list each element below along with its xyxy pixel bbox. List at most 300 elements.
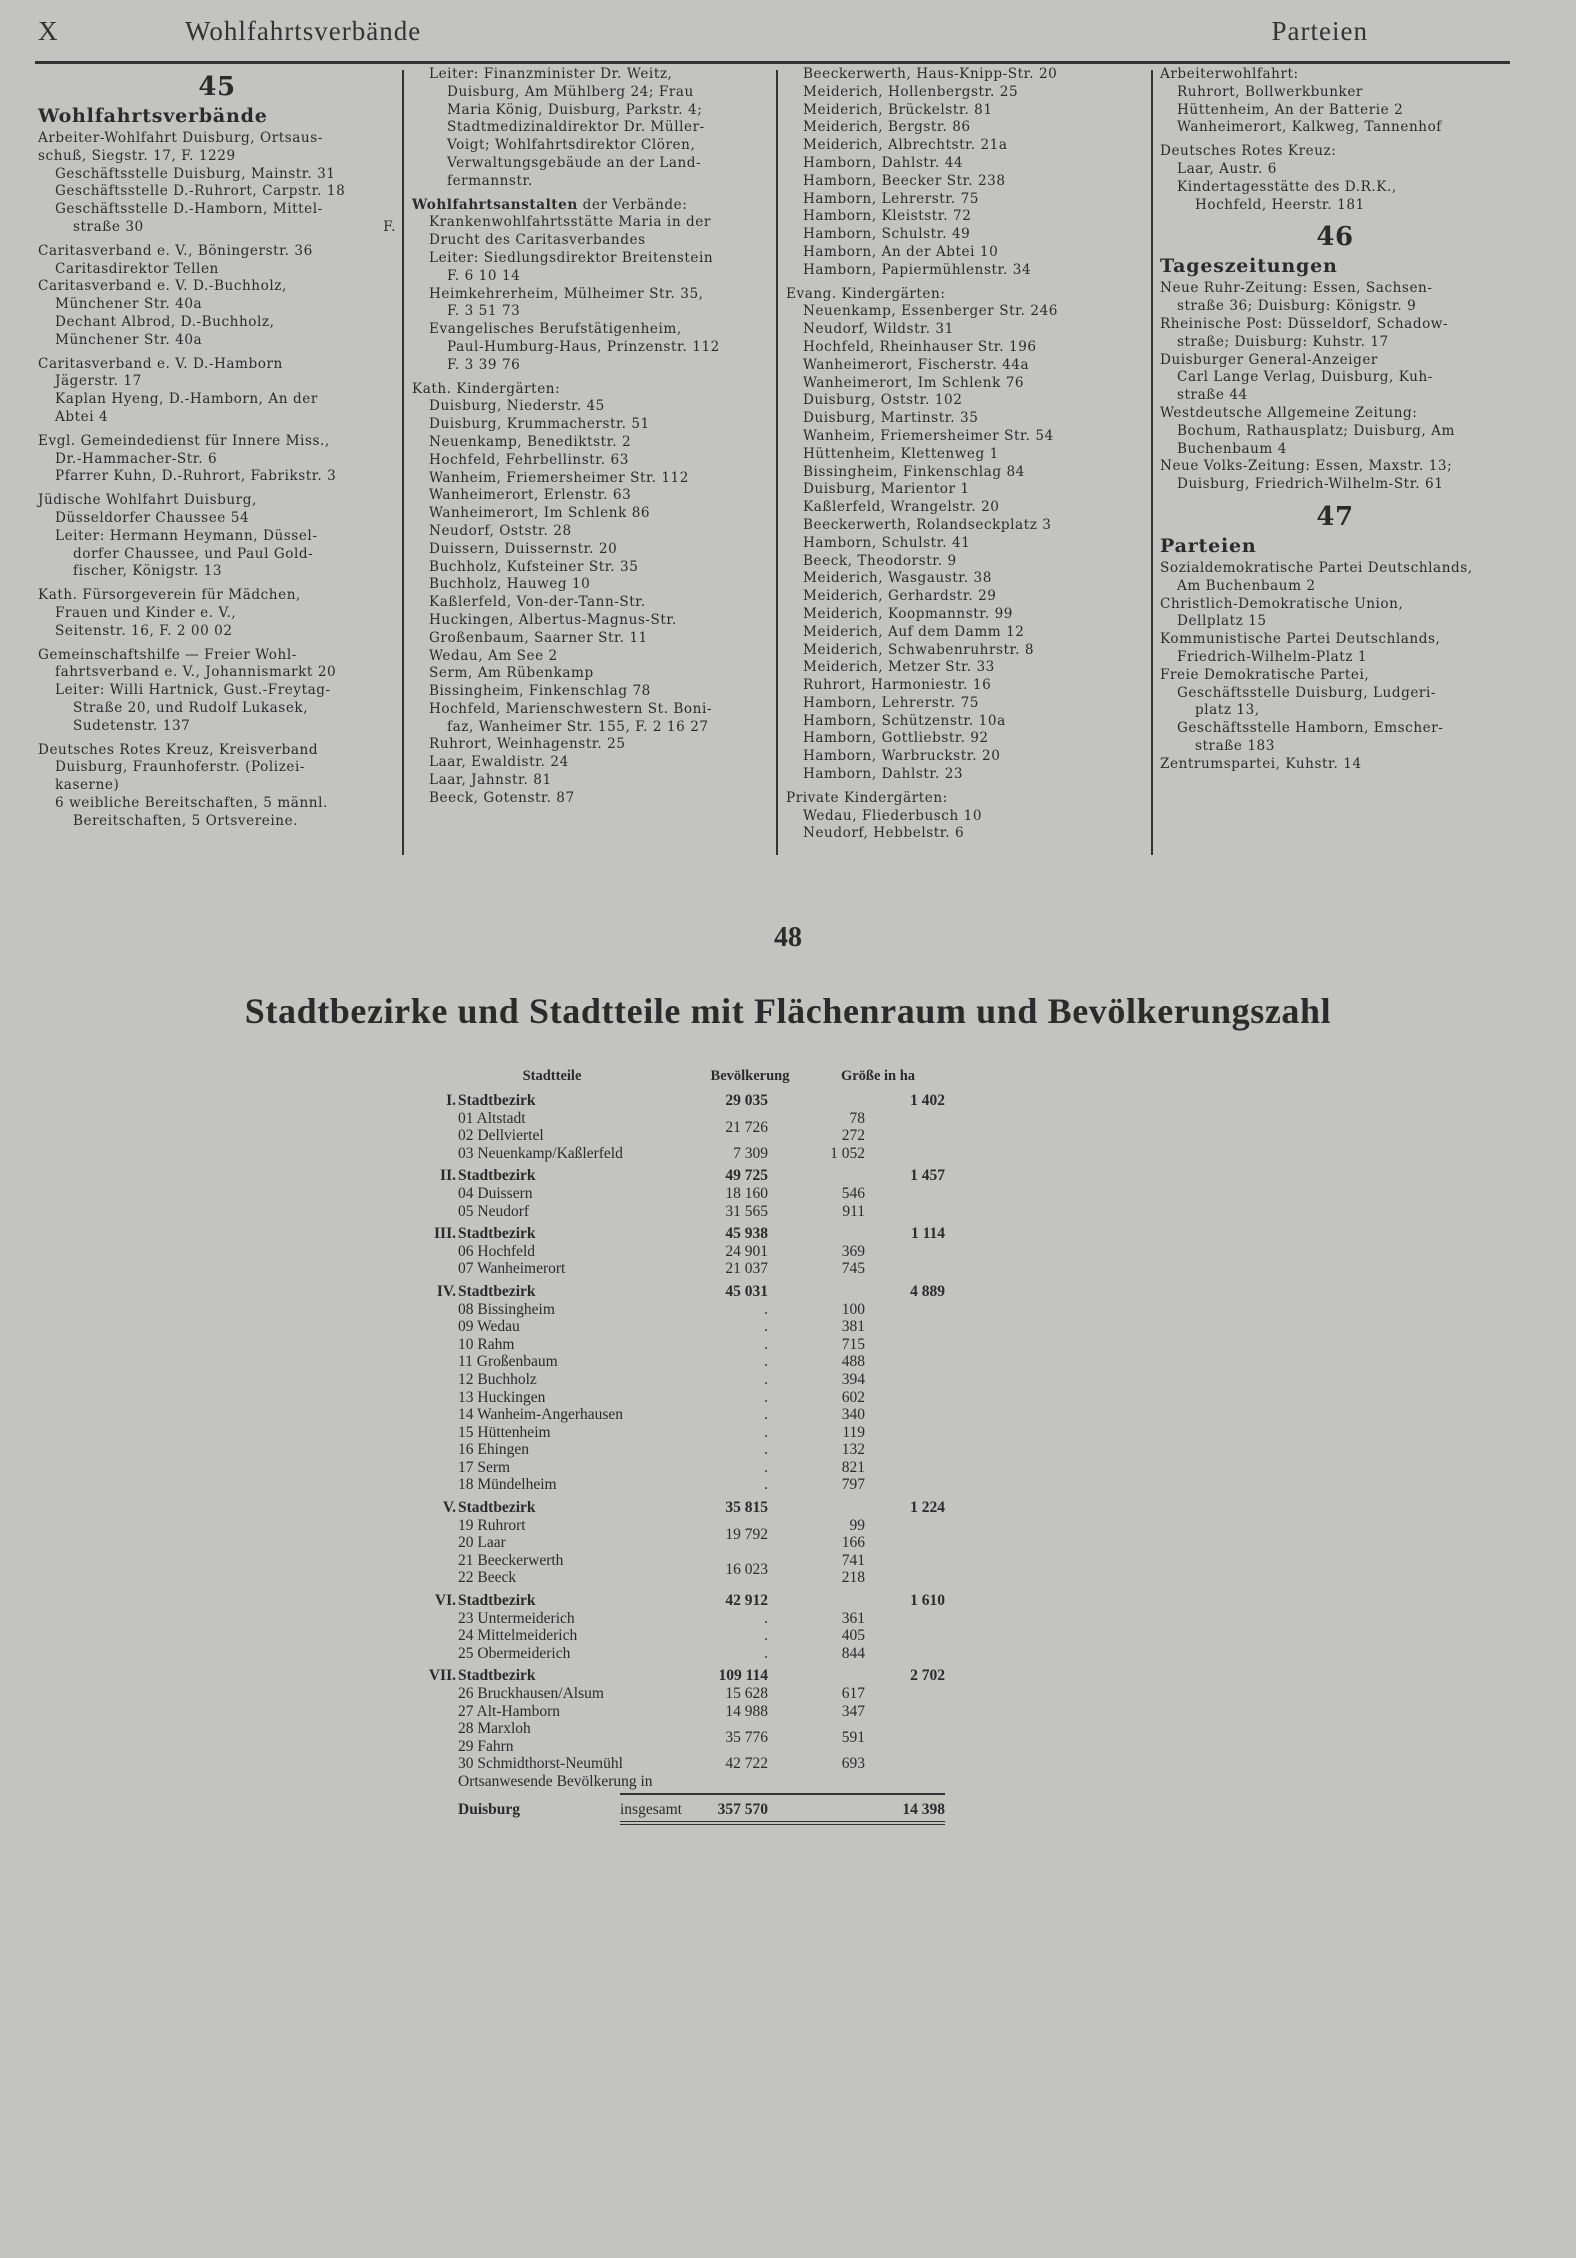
footer-label: Ortsanwesende Bevölkerung in: [458, 1772, 653, 1790]
entry-text: Neue Ruhr-Zeitung: Essen, Sachsen-: [1160, 280, 1433, 297]
entry-text: fermannstr.: [447, 172, 533, 189]
population-total: 357 570: [717, 1800, 768, 1818]
entry-line: [1160, 102, 1510, 120]
entry-text: Caritasverband e. V., Böningerstr. 36: [38, 242, 313, 259]
entry-line: [1160, 334, 1510, 352]
district-row: [430, 1092, 945, 1110]
entry-text: Hamborn, Schulstr. 41: [803, 534, 971, 551]
district-numeral: I.: [446, 1092, 456, 1109]
entry-line: [1160, 667, 1510, 685]
entry-text: faz, Wanheimer Str. 155, F. 2 16 27: [447, 718, 709, 735]
entry-text: F. 3 51 73: [447, 303, 521, 320]
entry-line: [786, 446, 1146, 464]
entry-text: Kindertagesstätte des D.R.K.,: [1177, 178, 1397, 195]
entry-text: Sudetenstr. 137: [73, 717, 191, 734]
entry-text: Duisburg, Niederstr. 45: [429, 398, 605, 415]
area-cell: 99: [849, 1516, 865, 1534]
district-area-total: 1 610: [910, 1592, 945, 1610]
entry-line: [1160, 702, 1510, 720]
entry-text: Leiter: Finanzminister Dr. Weitz,: [429, 66, 673, 82]
entry-line: [38, 332, 396, 350]
population-cell: 21 037: [725, 1260, 768, 1278]
section-number: 46: [1316, 222, 1354, 253]
quarter-row: [430, 1185, 945, 1203]
entry-line: [412, 683, 770, 701]
entry-text: Bissingheim, Finkenschlag 84: [803, 463, 1025, 480]
entry-text: Hamborn, Gottliebstr. 92: [803, 730, 989, 747]
entry-text: Hamborn, Papiermühlenstr. 34: [803, 261, 1032, 278]
entry-line: [38, 528, 396, 546]
entry-text: Kaßlerfeld, Von-der-Tann-Str.: [429, 594, 646, 611]
column-divider: [402, 70, 404, 855]
quarter-row: [430, 1476, 945, 1494]
entry-text: Duisburger General-Anzeiger: [1160, 351, 1378, 368]
entry-line: [1160, 84, 1510, 102]
population-cell: .: [764, 1388, 768, 1406]
entry-text: Bissingheim, Finkenschlag 78: [429, 683, 651, 700]
population-cell: 19 792: [725, 1525, 768, 1543]
entry-text: Carl Lange Verlag, Duisburg, Kuh-: [1177, 369, 1433, 386]
quarter-name: 13 Huckingen: [458, 1388, 546, 1406]
entry-line: [786, 244, 1146, 262]
population-cell: 16 023: [725, 1560, 768, 1578]
quarter-row: [430, 1243, 945, 1261]
entry-text: Wedau, Fliederbusch 10: [803, 807, 983, 824]
entry-line: [1160, 631, 1510, 649]
entry-line: [412, 434, 770, 452]
entry-text: Caritasverband e. V. D.-Hamborn: [38, 355, 283, 372]
quarter-name: 06 Hochfeld: [458, 1242, 536, 1260]
entry-text: Seitenstr. 16, F. 2 00 02: [55, 622, 233, 639]
entry-text: Private Kindergärten:: [786, 789, 948, 806]
area-cell: 347: [841, 1702, 865, 1720]
entry-block: [38, 243, 396, 350]
quarter-name: 19 Ruhrort: [458, 1516, 526, 1534]
entry-line: [38, 623, 396, 641]
entry-line: [38, 700, 396, 718]
entry-text: Dr.-Hammacher-Str. 6: [55, 450, 218, 467]
quarter-name: 26 Bruckhausen/Alsum: [458, 1685, 604, 1702]
area-cell: 797: [841, 1476, 865, 1494]
quarter-name: 23 Untermeiderich: [458, 1609, 575, 1627]
entry-line: [786, 808, 1146, 826]
quarter-row: [430, 1301, 945, 1319]
entry-text: Hamborn, Beecker Str. 238: [803, 172, 1006, 189]
entry-block: [38, 742, 396, 831]
entry-line: [786, 208, 1146, 226]
area-cell: 340: [841, 1406, 865, 1424]
section-heading: Wohlfahrtsverbände: [38, 105, 268, 127]
entry-text: fischer, Königstr. 13: [73, 563, 223, 580]
entry-text: Deutsches Rotes Kreuz:: [1160, 143, 1337, 160]
entry-line: [786, 339, 1146, 357]
entry-text: straße 30: [73, 218, 144, 235]
entry-line: [786, 102, 1146, 120]
entry-text: Hüttenheim, An der Batterie 2: [1177, 101, 1404, 118]
column-3: [786, 66, 1146, 849]
entry-line: [412, 701, 770, 719]
entry-text: Westdeutsche Allgemeine Zeitung:: [1160, 404, 1418, 421]
entry-line: [786, 357, 1146, 375]
quarter-name: 30 Schmidthorst-Neumühl: [458, 1755, 623, 1773]
entry-line: [38, 647, 396, 665]
quarter-name: 28 Marxloh: [458, 1720, 531, 1738]
entry-line: [786, 262, 1146, 280]
quarter-name: 29 Fahrn: [458, 1737, 514, 1755]
district-area-total: 2 702: [910, 1667, 945, 1685]
entry-text: Straße 20, und Rudolf Lukasek,: [73, 699, 309, 716]
entry-line: [412, 232, 770, 250]
entry-line: [38, 201, 396, 219]
entry-line: [412, 268, 770, 286]
district-label: Stadtbezirk: [458, 1592, 536, 1610]
entry-line: [38, 813, 396, 831]
entry-line: [1160, 578, 1510, 596]
entry-text: Abtei 4: [55, 408, 109, 425]
quarter-name: 21 Beeckerwerth: [458, 1551, 564, 1569]
entry-text: Buchenbaum 4: [1177, 440, 1287, 457]
footer-label-row: [430, 1773, 945, 1791]
entry-line: [1160, 423, 1510, 441]
entry-text: Pfarrer Kuhn, D.-Ruhrort, Fabrikstr. 3: [55, 468, 337, 485]
district-numeral: III.: [434, 1225, 456, 1243]
entry-block: [1160, 560, 1510, 774]
entry-text: Duissern, Duissernstr. 20: [429, 540, 618, 557]
entry-block: [786, 790, 1146, 843]
total-row: [430, 1801, 945, 1819]
entry-text: schuß, Siegstr. 17, F. 1229: [38, 147, 236, 164]
entry-line: [1160, 560, 1510, 578]
quarter-name: 15 Hüttenheim: [458, 1423, 551, 1441]
entry-text: Bochum, Rathausplatz; Duisburg, Am: [1177, 422, 1455, 439]
quarter-name: 25 Obermeiderich: [458, 1644, 571, 1662]
population-cell: 7 309: [733, 1144, 768, 1162]
population-cell: 35 776: [725, 1729, 768, 1747]
entry-line: [38, 587, 396, 605]
entry-line: [38, 278, 396, 296]
entry-line: [38, 563, 396, 581]
entry-text: Geschäftsstelle Duisburg, Mainstr. 31: [55, 165, 336, 182]
area-cell: 741: [841, 1551, 865, 1569]
quarter-row: [430, 1703, 945, 1721]
district-row: [430, 1225, 945, 1243]
district-area-total: 1 457: [910, 1167, 945, 1185]
district-area-total: 1 402: [910, 1092, 945, 1109]
area-cell: 369: [841, 1242, 865, 1260]
entry-line: [412, 470, 770, 488]
entry-line: [38, 451, 396, 469]
entry-text: Geschäftsstelle Hamborn, Emscher-: [1177, 720, 1444, 737]
quarter-row: [430, 1569, 945, 1587]
quarter-name: 27 Alt-Hamborn: [458, 1702, 561, 1720]
running-head-right: Parteien: [1271, 16, 1368, 46]
entry-text: Kaßlerfeld, Wrangelstr. 20: [803, 499, 1000, 516]
entry-text: Leiter: Siedlungsdirektor Breitenstein: [429, 249, 714, 266]
entry-text: Wanheimerort, Fischerstr. 44a: [803, 356, 1030, 373]
entry-line: [38, 219, 396, 237]
entry-line: [786, 428, 1146, 446]
quarter-name: 20 Laar: [458, 1534, 506, 1552]
entry-text: dorfer Chaussee, und Paul Gold-: [73, 545, 314, 562]
entry-line: [1160, 596, 1510, 614]
running-head-title: Wohlfahrtsverbände: [185, 16, 422, 46]
entry-text: Hamborn, Dahlstr. 44: [803, 154, 964, 171]
entry-text: Hamborn, Warbruckstr. 20: [803, 748, 1001, 765]
entry-text: Evang. Kindergärten:: [786, 285, 946, 302]
district-label: Stadtbezirk: [458, 1667, 536, 1685]
district-area-total: 4 889: [910, 1282, 945, 1300]
entry-text: Meiderich, Bergstr. 86: [803, 119, 971, 136]
quarter-name: 04 Duissern: [458, 1184, 533, 1202]
entry-line: [412, 719, 770, 737]
entry-line: [786, 84, 1146, 102]
entry-block: [412, 381, 770, 808]
entry-text: Hamborn, Schützenstr. 10a: [803, 712, 1006, 729]
population-cell: .: [764, 1335, 768, 1353]
entry-line: [38, 664, 396, 682]
entry-text: Meiderich, Metzer Str. 33: [803, 659, 995, 676]
entry-text: Duisburg, Oststr. 102: [803, 392, 963, 409]
entry-text: Wanheimerort, Im Schlenk 86: [429, 505, 651, 522]
population-cell: .: [764, 1441, 768, 1459]
district-row: [430, 1167, 945, 1185]
entry-line: [412, 790, 770, 808]
area-cell: 1 052: [830, 1144, 865, 1162]
entry-text: Frauen und Kinder e. V.,: [55, 604, 237, 621]
entry-line: [38, 130, 396, 148]
district-row: [430, 1667, 945, 1685]
entry-line: [786, 119, 1146, 137]
entry-text: Wedau, Am See 2: [429, 647, 558, 664]
entry-text: Geschäftsstelle D.-Ruhrort, Carpstr. 18: [55, 183, 346, 200]
entry-text: Hochfeld, Rheinhauser Str. 196: [803, 338, 1037, 355]
district-label: Stadtbezirk: [458, 1499, 536, 1517]
entry-line: [786, 790, 1146, 808]
entry-text: Huckingen, Albertus-Magnus-Str.: [429, 611, 677, 628]
entry-text: Neue Volks-Zeitung: Essen, Maxstr. 13;: [1160, 458, 1453, 475]
entry-line: [786, 464, 1146, 482]
population-cell: 31 565: [725, 1202, 768, 1220]
entry-line: [412, 665, 770, 683]
entry-text: Hamborn, Kleiststr. 72: [803, 208, 972, 225]
entry-line: [38, 166, 396, 184]
entry-line: [786, 553, 1146, 571]
entry-text: Maria König, Duisburg, Parkstr. 4;: [447, 101, 703, 118]
entry-text: Jüdische Wohlfahrt Duisburg,: [38, 492, 257, 509]
entry-text: Laar, Jahnstr. 81: [429, 772, 552, 789]
entry-line: [1160, 387, 1510, 405]
area-cell: 546: [841, 1184, 865, 1202]
entry-text: Ruhrort, Bollwerkbunker: [1177, 83, 1363, 100]
district-numeral: II.: [440, 1167, 456, 1185]
population-cell: 14 988: [725, 1702, 768, 1720]
entry-text: Heimkehrerheim, Mülheimer Str. 35,: [429, 285, 704, 302]
entry-line: [412, 541, 770, 559]
table-title: Stadtbezirke und Stadtteile mit Flächenraum und Bevölkerungszahl: [244, 991, 1332, 1031]
area-cell: 911: [842, 1202, 865, 1220]
entry-line: [412, 754, 770, 772]
entry-text: Hamborn, Dahlstr. 23: [803, 766, 964, 783]
area-cell: 602: [841, 1388, 865, 1406]
entry-text: Ruhrort, Weinhagenstr. 25: [429, 736, 626, 753]
entry-line: [1160, 613, 1510, 631]
population-cell: 109 114: [718, 1667, 768, 1685]
entry-text: Duisburg, Am Mühlberg 24; Frau: [447, 83, 694, 100]
entry-text: Düsseldorfer Chaussee 54: [55, 509, 250, 526]
entry-line: [412, 487, 770, 505]
area-cell: 591: [841, 1729, 865, 1747]
entry-block: [1160, 66, 1510, 137]
entry-text: Duisburg, Friedrich-Wilhelm-Str. 61: [1177, 476, 1444, 493]
population-cell: .: [764, 1627, 768, 1645]
entry-line: [38, 510, 396, 528]
population-cell: .: [764, 1609, 768, 1627]
entry-block: [38, 433, 396, 486]
area-cell: 218: [841, 1569, 865, 1587]
population-cell: 35 815: [725, 1499, 768, 1517]
entry-line: [1160, 143, 1510, 161]
quarter-row: [430, 1353, 945, 1371]
quarter-row: [430, 1459, 945, 1477]
entry-line: [786, 375, 1146, 393]
area-total: 14 398: [902, 1800, 945, 1818]
district-row: [430, 1499, 945, 1517]
entry-text: Hamborn, An der Abtei 10: [803, 243, 999, 260]
entry-text: Meiderich, Wasgaustr. 38: [803, 570, 992, 587]
entry-text: Laar, Austr. 6: [1177, 160, 1277, 177]
population-cell: 21 726: [725, 1118, 768, 1136]
district-numeral: V.: [442, 1499, 456, 1517]
entry-line: [1160, 458, 1510, 476]
entry-text: Am Buchenbaum 2: [1177, 577, 1316, 594]
entry-text: Deutsches Rotes Kreuz, Kreisverband: [38, 741, 319, 758]
entry-line: [786, 624, 1146, 642]
entry-line: [38, 148, 396, 166]
entry-text: Duisburg, Fraunhoferstr. (Polizei-: [55, 759, 306, 776]
entry-line: [412, 119, 770, 137]
entry-line: [38, 409, 396, 427]
entry-line: [412, 286, 770, 304]
quarter-row: [430, 1145, 945, 1163]
entry-line: [1160, 369, 1510, 387]
header-stadtteile: Stadtteile: [522, 1068, 582, 1084]
entry-line: [412, 173, 770, 191]
entry-text: Wanheim, Friemersheimer Str. 54: [803, 427, 1054, 444]
entry-line: [786, 303, 1146, 321]
entry-line: [786, 481, 1146, 499]
entry-block: [412, 197, 770, 375]
district-row: [430, 1592, 945, 1610]
entry-line: [1160, 119, 1510, 137]
entry-line: [786, 155, 1146, 173]
entry-line: [1160, 405, 1510, 423]
entry-text: Caritasdirektor Tellen: [55, 260, 219, 277]
quarter-row: [430, 1685, 945, 1703]
entry-text: Geschäftsstelle Duisburg, Ludgeri-: [1177, 684, 1437, 701]
double-rule: [620, 1821, 945, 1825]
district-row: [430, 1283, 945, 1301]
entry-line: [1160, 441, 1510, 459]
entry-line: [786, 730, 1146, 748]
entry-text: kaserne): [55, 777, 120, 794]
entry-text: Geschäftsstelle D.-Hamborn, Mittel-: [55, 201, 323, 218]
entry-line: [786, 321, 1146, 339]
quarter-name: 07 Wanheimerort: [458, 1260, 566, 1278]
entry-text: F. 6 10 14: [447, 267, 521, 284]
entry-line: [412, 102, 770, 120]
quarter-name: 02 Dellviertel: [458, 1127, 544, 1145]
entry-line: [412, 505, 770, 523]
entry-text: Kath. Fürsorgeverein für Mädchen,: [38, 587, 301, 604]
district-label: Stadtbezirk: [458, 1225, 536, 1243]
quarter-name: 22 Beeck: [458, 1569, 517, 1587]
entry-text: Großenbaum, Saarner Str. 11: [429, 629, 648, 646]
table-body: [430, 1087, 945, 1825]
quarter-row: [430, 1441, 945, 1459]
entry-text: Serm, Am Rübenkamp: [429, 665, 594, 682]
area-cell: 405: [841, 1627, 865, 1645]
entry-text: Jägerstr. 17: [55, 373, 142, 390]
district-area-total: 1 224: [910, 1499, 945, 1517]
area-cell: 617: [841, 1685, 865, 1702]
entry-line: [412, 321, 770, 339]
header-rule: [35, 61, 1510, 64]
entry-text: Neudorf, Wildstr. 31: [803, 321, 954, 338]
quarter-row: [430, 1336, 945, 1354]
entry-text: Wanheimerort, Erlenstr. 63: [429, 487, 632, 504]
quarter-name: 18 Mündelheim: [458, 1476, 557, 1494]
entry-text: Leiter: Hermann Heymann, Düssel-: [55, 527, 318, 544]
entry-text: Sozialdemokratische Partei Deutschlands,: [1160, 559, 1473, 576]
entry-line: [38, 373, 396, 391]
entry-text: Friedrich-Wilhelm-Platz 1: [1177, 648, 1368, 665]
entry-text: Meiderich, Brückelstr. 81: [803, 101, 993, 118]
district-label: Stadtbezirk: [458, 1167, 536, 1185]
entry-line: [412, 523, 770, 541]
entry-line: [786, 570, 1146, 588]
entry-line: [412, 416, 770, 434]
entry-line: [38, 795, 396, 813]
entry-line: [38, 492, 396, 510]
entry-line: [38, 546, 396, 564]
entry-line: [786, 695, 1146, 713]
population-cell: 18 160: [725, 1184, 768, 1202]
quarter-row: [430, 1318, 945, 1336]
area-cell: 119: [842, 1423, 865, 1441]
entry-block: [38, 356, 396, 427]
entry-line: [38, 314, 396, 332]
district-area-total: 1 114: [910, 1225, 945, 1243]
entry-text: Krankenwohlfahrtsstätte Maria in der: [429, 214, 711, 231]
entry-text: Meiderich, Auf dem Damm 12: [803, 623, 1025, 640]
entry-text: der Verbände:: [577, 196, 688, 213]
entry-line: [1160, 476, 1510, 494]
entry-line: [38, 261, 396, 279]
population-cell: 15 628: [725, 1685, 768, 1702]
entry-line: [1160, 316, 1510, 334]
entry-bold-label: Wohlfahrtsanstalten: [412, 196, 578, 213]
quarter-name: 09 Wedau: [458, 1318, 520, 1336]
population-cell: 29 035: [725, 1092, 768, 1109]
entry-line: [1160, 161, 1510, 179]
entry-block: [1160, 143, 1510, 214]
entry-line: [786, 677, 1146, 695]
quarter-row: [430, 1738, 945, 1756]
section-number-48: 48: [774, 922, 802, 953]
area-cell: 78: [849, 1109, 865, 1127]
entry-text: Duisburg, Marientor 1: [803, 481, 970, 498]
district-label: Stadtbezirk: [458, 1282, 536, 1300]
